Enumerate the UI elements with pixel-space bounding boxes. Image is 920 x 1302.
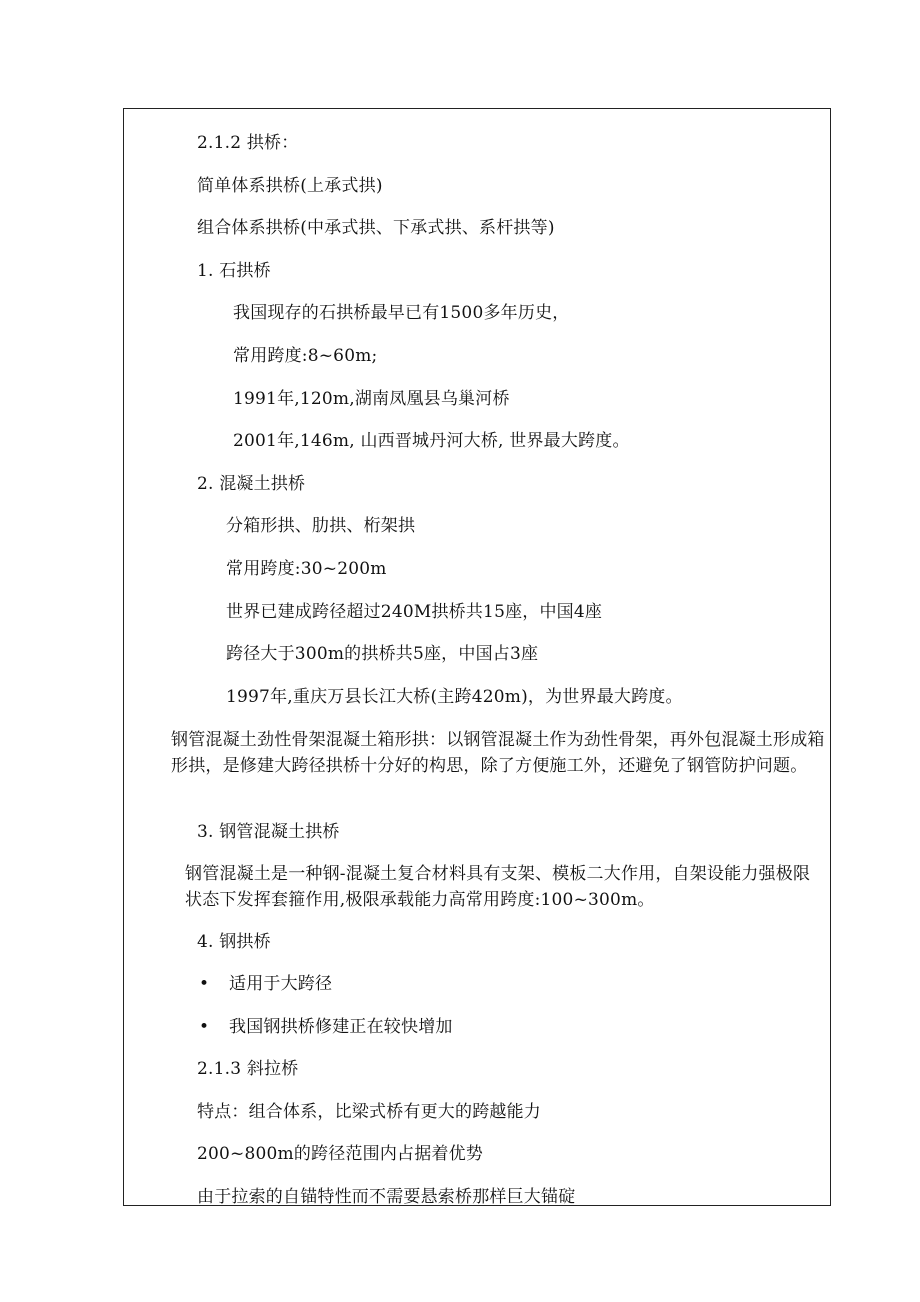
- section-heading-2-1-2: 2.1.2 拱桥：: [197, 133, 299, 153]
- stone-arch-line: 常用跨度:8~60m;: [233, 346, 378, 366]
- bullet-icon: •: [199, 1017, 210, 1037]
- stone-arch-heading: 1. 石拱桥: [197, 261, 271, 281]
- concrete-arch-line: 分箱形拱、肋拱、桁架拱: [226, 516, 416, 536]
- section-heading-2-1-3: 2.1.3 斜拉桥: [197, 1059, 299, 1079]
- stone-arch-line: 我国现存的石拱桥最早已有1500多年历史，: [233, 303, 570, 323]
- steel-arch-bullet: 我国钢拱桥修建正在较快增加: [229, 1017, 453, 1037]
- concrete-arch-line: 常用跨度:30~200m: [226, 559, 387, 579]
- stone-arch-line: 2001年,146m, 山西晋城丹河大桥, 世界最大跨度。: [233, 431, 630, 451]
- concrete-arch-line: 1997年,重庆万县长江大桥(主跨420m)，为世界最大跨度。: [226, 687, 683, 707]
- steel-arch-heading: 4. 钢拱桥: [197, 932, 271, 952]
- cfst-skeleton-paragraph: 钢管混凝土劲性骨架混凝土箱形拱：以钢管混凝土作为劲性骨架，再外包混凝土形成箱形拱，是修建大跨径拱桥十分好的构思，除了方便施工外，还避免了钢管防护问题。: [171, 730, 825, 776]
- concrete-arch-heading: 2. 混凝土拱桥: [197, 474, 306, 494]
- cable-stayed-line: 特点：组合体系，比梁式桥有更大的跨越能力: [197, 1102, 541, 1122]
- cfst-arch-heading: 3. 钢管混凝土拱桥: [197, 822, 340, 842]
- concrete-arch-line: 跨径大于300m的拱桥共5座，中国占3座: [226, 644, 539, 664]
- steel-arch-bullet: 适用于大跨径: [229, 974, 333, 994]
- stone-arch-line: 1991年,120m,湖南凤凰县乌巢河桥: [233, 389, 510, 409]
- cable-stayed-line: 200~800m的跨径范围内占据着优势: [197, 1144, 484, 1164]
- concrete-arch-line: 世界已建成跨径超过240M拱桥共15座，中国4座: [226, 602, 603, 622]
- cable-stayed-line: 由于拉索的自锚特性而不需要悬索桥那样巨大锚碇: [197, 1187, 576, 1207]
- combined-system-line: 组合体系拱桥(中承式拱、下承式拱、系杆拱等): [197, 218, 555, 238]
- cfst-arch-paragraph: 钢管混凝土是一种钢-混凝土复合材料具有支架、模板二大作用，自架设能力强极限状态下发挥套箍作用,极限承载能力高常用跨度:100~300m。: [185, 864, 811, 910]
- simple-system-line: 简单体系拱桥(上承式拱): [197, 176, 383, 196]
- bullet-icon: •: [199, 974, 210, 994]
